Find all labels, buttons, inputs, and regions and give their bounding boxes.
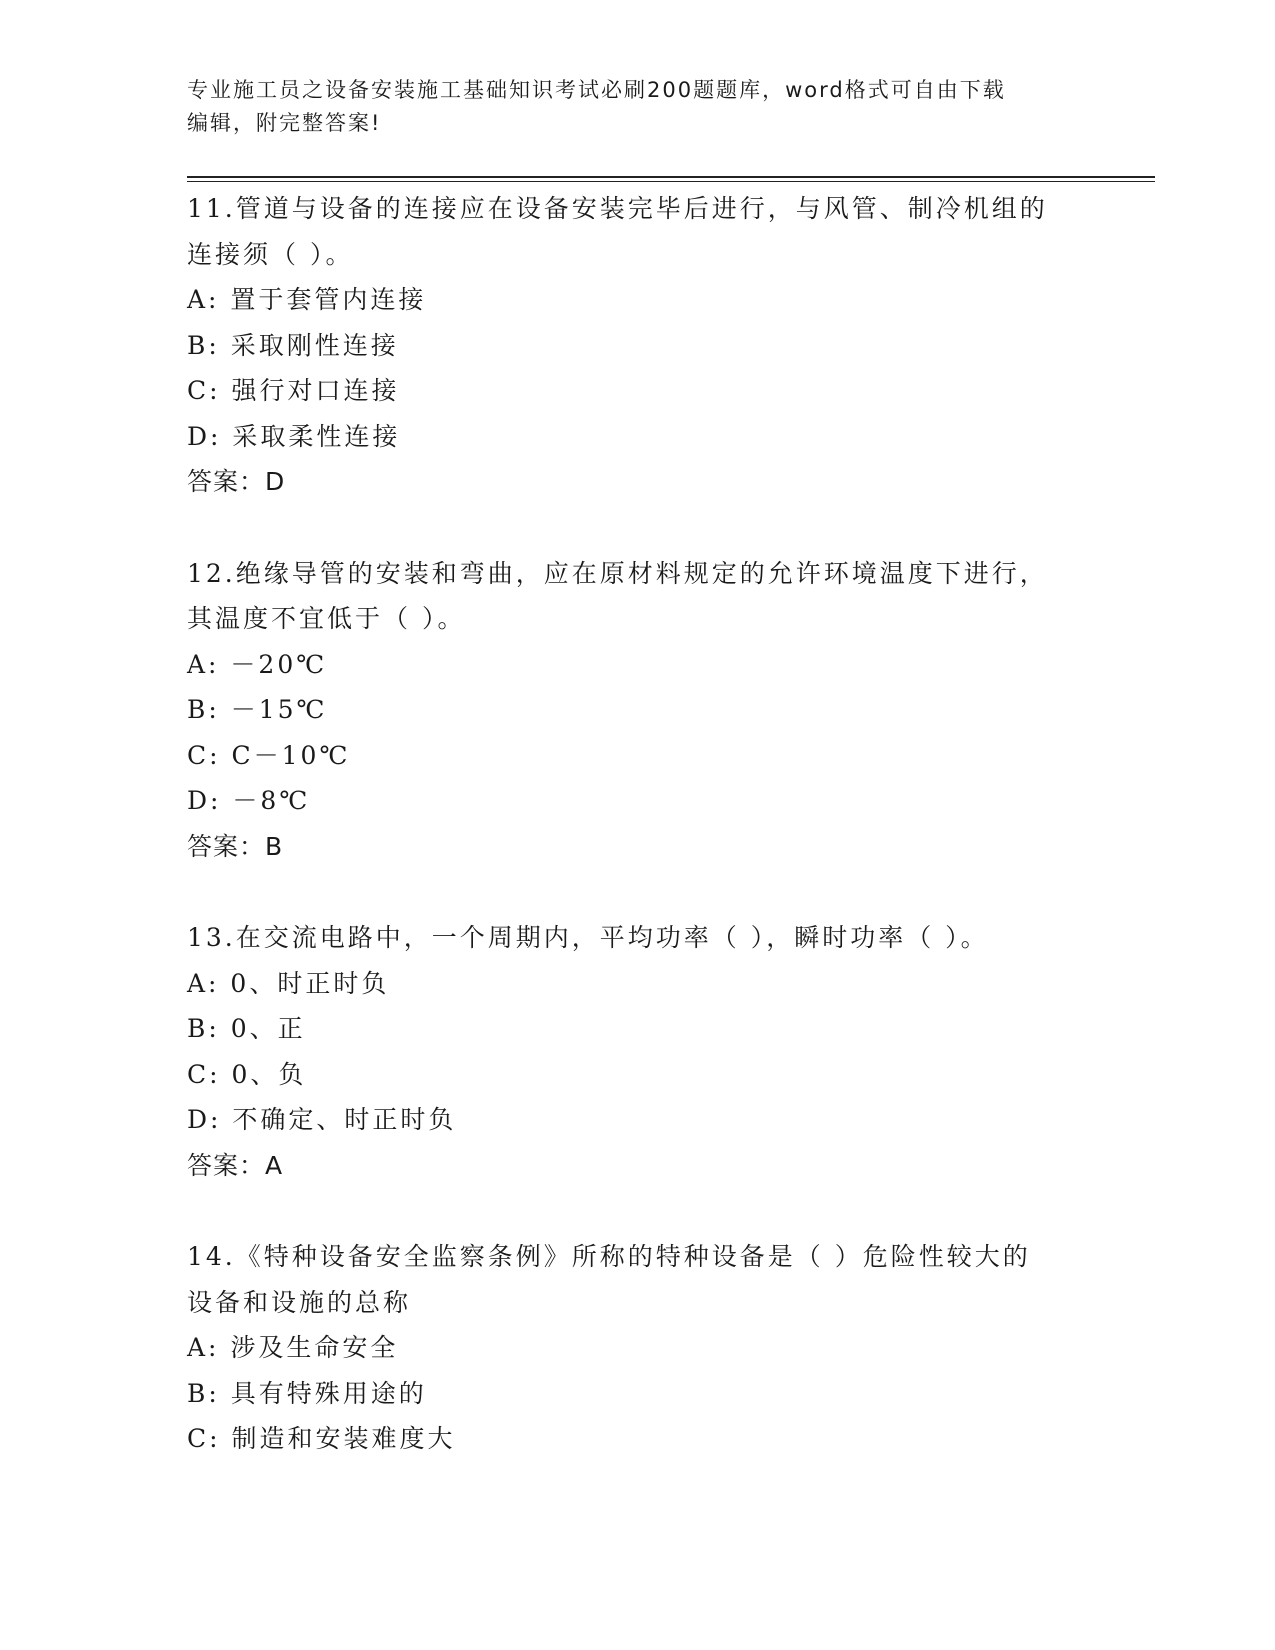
option-b: B: －15℃ xyxy=(187,695,328,724)
question-stem-line: 12.绝缘导管的安装和弯曲，应在原材料规定的允许环境温度下进行， xyxy=(187,558,1048,588)
question-stem-line: 11.管道与设备的连接应在设备安装完毕后进行，与风管、制冷机组的 xyxy=(187,194,1048,223)
option-d: D: －8℃ xyxy=(187,786,311,815)
question-stem-line: 14.《特种设备安全监察条例》所称的特种设备是（ ）危险性较大的 xyxy=(187,1242,1031,1271)
header-line-1: 专业施工员之设备安装施工基础知识考试必刷200题题库，word格式可自由下载 xyxy=(187,78,1006,102)
document-header xyxy=(187,74,1087,140)
answer: 答案：B xyxy=(187,831,284,861)
question-12 xyxy=(187,551,1087,870)
header-divider-thick xyxy=(187,176,1155,178)
option-a: A: 置于套管内连接 xyxy=(187,285,427,314)
option-a: A: －20℃ xyxy=(187,649,328,679)
option-a: A: 涉及生命安全 xyxy=(187,1333,399,1362)
option-c: C: C－10℃ xyxy=(187,740,351,770)
option-b: B: 采取刚性连接 xyxy=(187,330,399,360)
answer: 答案：A xyxy=(187,1150,284,1180)
question-stem-line: 其温度不宜低于（ ）。 xyxy=(187,604,466,633)
option-d: D: 不确定、时正时负 xyxy=(187,1105,457,1134)
option-b: B: 0、正 xyxy=(187,1014,306,1043)
header-line-2: 编辑，附完整答案! xyxy=(187,111,382,135)
question-11 xyxy=(187,186,1087,505)
answer: 答案：D xyxy=(187,467,286,496)
question-stem-line: 设备和设施的总称 xyxy=(187,1287,412,1317)
option-c: C: 制造和安装难度大 xyxy=(187,1424,456,1453)
question-stem-line: 连接须（ ）。 xyxy=(187,239,354,269)
question-list xyxy=(187,186,1087,1462)
option-c: C: 强行对口连接 xyxy=(187,376,400,405)
option-d: D: 采取柔性连接 xyxy=(187,421,401,451)
option-b: B: 具有特殊用途的 xyxy=(187,1378,427,1408)
question-stem-line: 13.在交流电路中，一个周期内，平均功率（ ），瞬时功率（ ）。 xyxy=(187,923,989,952)
header-divider-thin xyxy=(187,181,1155,182)
question-14 xyxy=(187,1234,1087,1462)
question-13 xyxy=(187,915,1087,1188)
option-a: A: 0、时正时负 xyxy=(187,968,390,998)
option-c: C: 0、负 xyxy=(187,1059,307,1089)
